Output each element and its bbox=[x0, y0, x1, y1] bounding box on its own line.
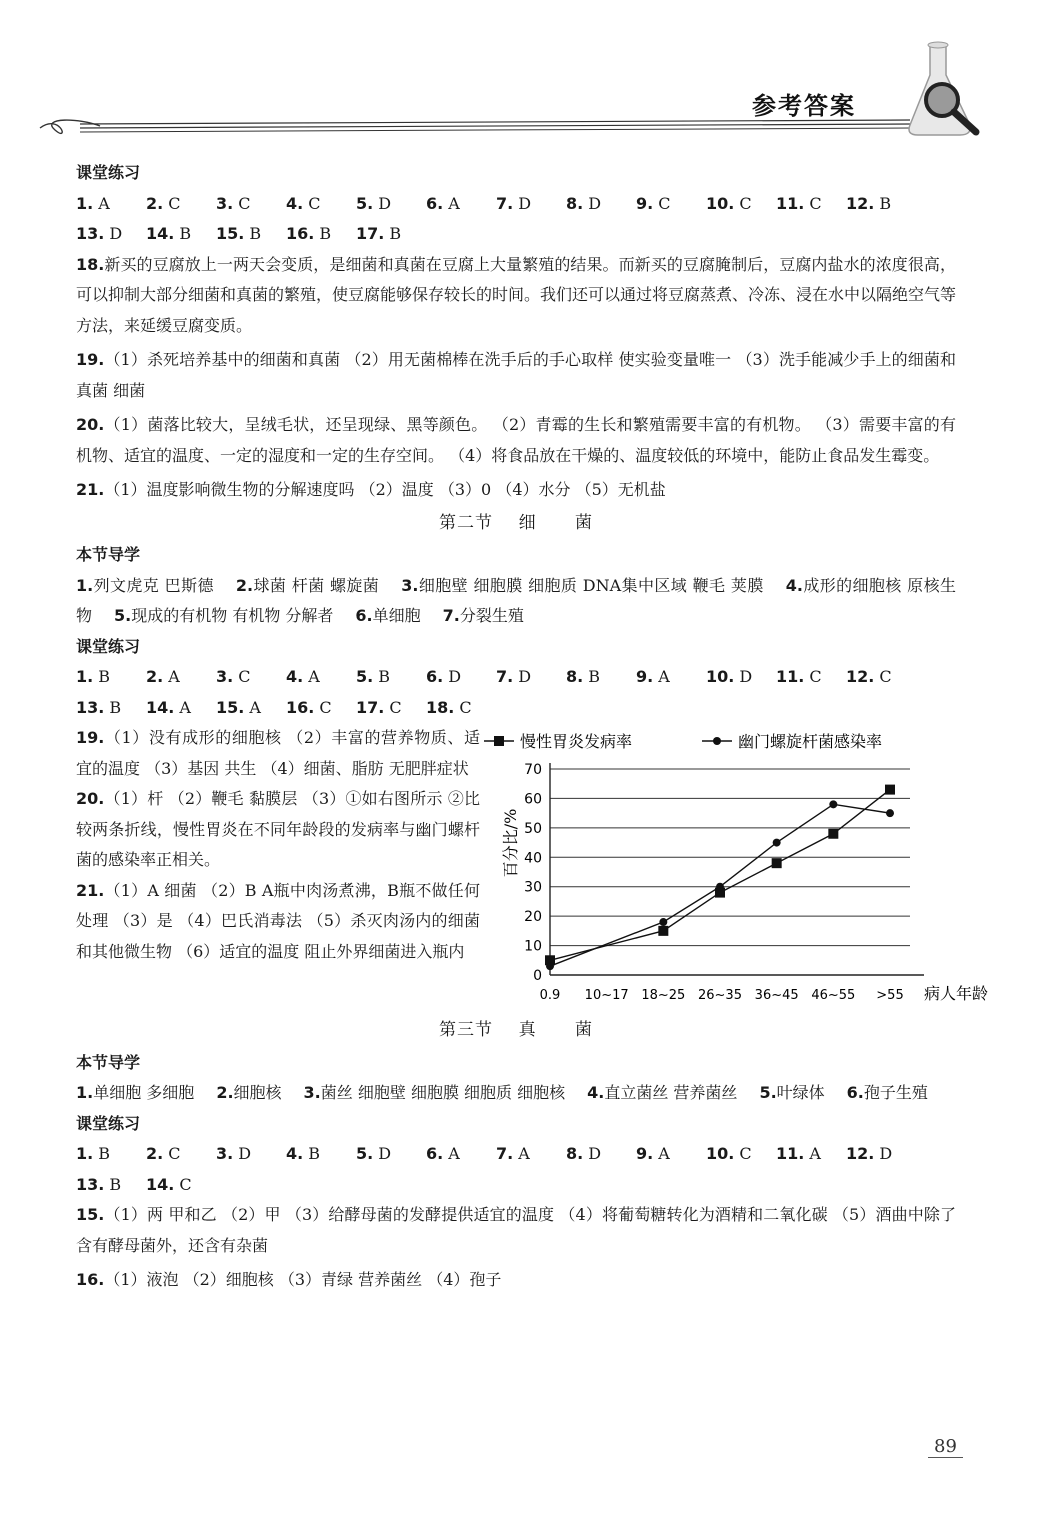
answer-item: 4. B bbox=[286, 1144, 321, 1163]
answer-item: 11. C bbox=[776, 667, 822, 686]
guide-item: 5.现成的有机物 有机物 分解者 bbox=[114, 606, 334, 625]
answer-grid bbox=[76, 662, 956, 723]
guide-item: 1.列文虎克 巴斯德 bbox=[76, 575, 214, 595]
answer-item: 9. C bbox=[636, 193, 671, 213]
answer-item: 3. C bbox=[216, 667, 251, 686]
guide-label: 本节导学 bbox=[76, 545, 141, 564]
flask-magnifier-icon bbox=[900, 40, 990, 140]
answer-item: 8. D bbox=[566, 193, 602, 213]
legend-marker-square bbox=[494, 736, 504, 746]
x-tick-label: >55 bbox=[876, 988, 904, 1003]
data-point-circle bbox=[546, 962, 554, 970]
section-title: 第二节 细 菌 bbox=[438, 512, 594, 533]
answer-item: 7. D bbox=[496, 193, 532, 213]
question-21: 21.（1）A 细菌 （2）B A瓶中肉汤煮沸，B瓶不做任何处理 （3）是 （4）巴氏消毒法 （5）杀灭肉汤内的细菌和其他微生物 （6）适宜的温度 阻止外界细菌进入瓶内 bbox=[76, 880, 480, 961]
data-point-circle bbox=[829, 800, 837, 808]
answer-item: 10. C bbox=[706, 1144, 752, 1163]
data-point-square bbox=[772, 858, 782, 868]
answer-item: 12. C bbox=[846, 667, 892, 686]
guide-item: 7.分裂生殖 bbox=[442, 606, 524, 625]
y-tick-label: 0 bbox=[533, 968, 542, 984]
guide-item: 6.孢子生殖 bbox=[846, 1083, 928, 1102]
x-tick-label: 36~45 bbox=[754, 988, 799, 1003]
answer-item: 2. C bbox=[146, 1144, 181, 1163]
practice-label: 课堂练习 bbox=[76, 636, 141, 656]
answer-item: 5. D bbox=[356, 1144, 392, 1163]
answer-item: 13. B bbox=[76, 1174, 122, 1194]
answer-item: 12. D bbox=[846, 1144, 893, 1163]
answer-item: 17. B bbox=[356, 224, 402, 243]
x-tick-label: 0.9 bbox=[539, 988, 561, 1003]
legend-label: 幽门螺旋杆菌感染率 bbox=[738, 732, 883, 751]
guide-item: 3.细胞壁 细胞膜 细胞质 DNA集中区域 鞭毛 荚膜 bbox=[401, 575, 764, 595]
guide-item: 4.成形的细胞核 原核生物 bbox=[76, 575, 956, 625]
answer-item: 6. A bbox=[426, 1144, 460, 1163]
data-point-square bbox=[885, 785, 895, 795]
answer-item: 12. B bbox=[846, 193, 892, 213]
answer-item: 2. C bbox=[146, 193, 181, 213]
guide-answers bbox=[76, 571, 956, 632]
question-16: 16.（1）液泡 （2）细胞核 （3）青绿 营养菌丝 （4）孢子 bbox=[76, 1270, 502, 1289]
answer-item: 15. A bbox=[216, 697, 261, 717]
answer-item: 8. B bbox=[566, 667, 601, 686]
line-chart-container bbox=[480, 723, 989, 1013]
answer-grid bbox=[76, 1139, 956, 1200]
section-title: 第三节 真 菌 bbox=[438, 1020, 594, 1040]
line-chart bbox=[480, 723, 989, 1013]
practice-label: 课堂练习 bbox=[76, 163, 141, 182]
guide-item: 4.直立菌丝 营养菌丝 bbox=[587, 1083, 738, 1102]
answer-item: 15. B bbox=[216, 224, 262, 243]
answer-item: 1. B bbox=[76, 1144, 111, 1163]
answer-item: 11. A bbox=[776, 1144, 821, 1163]
x-tick-label: 18~25 bbox=[641, 988, 686, 1003]
answer-grid bbox=[76, 189, 956, 250]
question-19: 19.（1）没有成形的细胞核 （2）丰富的营养物质、适宜的温度 （3）基因 共生 （4）细菌、脂肪 无肥胖症状 bbox=[76, 728, 480, 778]
data-point-circle bbox=[773, 839, 781, 847]
y-tick-label: 10 bbox=[524, 938, 542, 955]
data-point-square bbox=[828, 829, 838, 839]
answer-item: 6. D bbox=[426, 667, 462, 686]
answer-item: 13. D bbox=[76, 224, 123, 243]
series-line bbox=[550, 790, 890, 961]
answer-item: 14. B bbox=[146, 224, 192, 243]
answer-item: 16. B bbox=[286, 224, 332, 243]
y-tick-label: 30 bbox=[524, 879, 542, 896]
question-20: 20.（1）菌落比较大，呈绒毛状，还呈现绿、黑等颜色。 （2）青霉的生长和繁殖需要丰富的有机物。 （3）需要丰富的有机物、适宜的温度、一定的湿度和一定的生存空间。 （4）将食品放在干燥的、温度较低的环境中，能防止食品发生霉变。 bbox=[76, 415, 956, 465]
guide-item: 2.细胞核 bbox=[216, 1083, 282, 1102]
answer-content bbox=[76, 158, 989, 1296]
legend-marker-circle bbox=[713, 737, 721, 745]
answer-item: 5. D bbox=[356, 193, 392, 213]
data-point-circle bbox=[886, 809, 894, 817]
guide-item: 2.球菌 杆菌 螺旋菌 bbox=[235, 575, 380, 595]
answer-item: 10. D bbox=[706, 667, 753, 686]
question-21: 21.（1）温度影响微生物的分解速度吗 （2）温度 （3）0 （4）水分 （5）无机盐 bbox=[76, 480, 666, 499]
data-point-square bbox=[658, 926, 668, 936]
guide-item: 6.单细胞 bbox=[355, 606, 421, 625]
question-18: 18.新买的豆腐放上一两天会变质，是细菌和真菌在豆腐上大量繁殖的结果。而新买的豆腐腌制后，豆腐内盐水的浓度很高，可以抑制大部分细菌和真菌的繁殖，使豆腐能够保存较长的时间。我们还可以通过将豆腐蒸煮、冷冻、浸在水中以隔绝空气等方法，来延缓豆腐变质。 bbox=[76, 254, 957, 335]
answer-item: 1. A bbox=[76, 193, 110, 213]
answer-item: 4. A bbox=[286, 667, 320, 686]
answer-item: 9. A bbox=[636, 667, 670, 686]
y-tick-label: 50 bbox=[524, 820, 542, 837]
answer-item: 8. D bbox=[566, 1144, 602, 1163]
y-tick-label: 60 bbox=[524, 791, 542, 808]
answer-item: 14. A bbox=[146, 697, 191, 717]
data-point-circle bbox=[716, 883, 724, 891]
y-tick-label: 20 bbox=[524, 909, 542, 926]
answer-item: 18. C bbox=[426, 697, 472, 717]
y-axis-label: 百分比/% bbox=[501, 808, 520, 878]
guide-item: 3.菌丝 细胞壁 细胞膜 细胞质 细胞核 bbox=[303, 1083, 566, 1102]
practice-label: 课堂练习 bbox=[76, 1113, 141, 1133]
legend-label: 慢性胃炎发病率 bbox=[520, 732, 633, 751]
question-15: 15.（1）两 甲和乙 （2）甲 （3）给酵母菌的发酵提供适宜的温度 （4）将葡萄糖转化为酒精和二氧化碳 （5）酒曲中除了含有酵母菌外，还含有杂菌 bbox=[76, 1205, 956, 1255]
page-number: 89 bbox=[928, 1436, 963, 1458]
answer-item: 11. C bbox=[776, 193, 822, 213]
answer-item: 10. C bbox=[706, 193, 752, 213]
answer-item: 3. C bbox=[216, 193, 251, 213]
answer-item: 14. C bbox=[146, 1174, 192, 1194]
answer-item: 4. C bbox=[286, 193, 321, 213]
guide-item: 5.叶绿体 bbox=[759, 1083, 825, 1102]
answer-item: 2. A bbox=[146, 667, 180, 686]
guide-item: 1.单细胞 多细胞 bbox=[76, 1083, 195, 1102]
question-chart-split bbox=[76, 723, 989, 1013]
answer-item: 17. C bbox=[356, 697, 402, 717]
question-19: 19.（1）杀死培养基中的细菌和真菌 （2）用无菌棉棒在洗手后的手心取样 使实验变量唯一 （3）洗手能减少手上的细菌和真菌 细菌 bbox=[76, 350, 956, 400]
answer-item: 1. B bbox=[76, 667, 111, 686]
page-header-title: 参考答案 bbox=[752, 92, 856, 120]
answer-item: 7. D bbox=[496, 667, 532, 686]
answer-item: 16. C bbox=[286, 697, 332, 717]
answer-item: 9. A bbox=[636, 1144, 670, 1163]
x-tick-label: 46~55 bbox=[811, 988, 856, 1003]
answer-item: 5. B bbox=[356, 667, 391, 686]
question-20: 20.（1）杆 （2）鞭毛 黏膜层 （3）①如右图所示 ②比较两条折线，慢性胃炎在不同年龄段的发病率与幽门螺杆菌的感染率正相关。 bbox=[76, 789, 480, 869]
data-point-circle bbox=[659, 918, 667, 926]
x-tick-label: 10~17 bbox=[584, 988, 629, 1003]
x-tick-label: 26~35 bbox=[698, 988, 742, 1003]
answer-item: 6. A bbox=[426, 193, 460, 213]
x-axis-label: 病人年龄 bbox=[924, 984, 989, 1003]
answer-item: 7. A bbox=[496, 1144, 530, 1163]
answer-item: 3. D bbox=[216, 1144, 252, 1163]
y-tick-label: 40 bbox=[524, 850, 542, 867]
guide-label: 本节导学 bbox=[76, 1052, 141, 1072]
answer-item: 13. B bbox=[76, 697, 122, 717]
guide-answers bbox=[76, 1078, 956, 1109]
y-tick-label: 70 bbox=[524, 762, 542, 778]
